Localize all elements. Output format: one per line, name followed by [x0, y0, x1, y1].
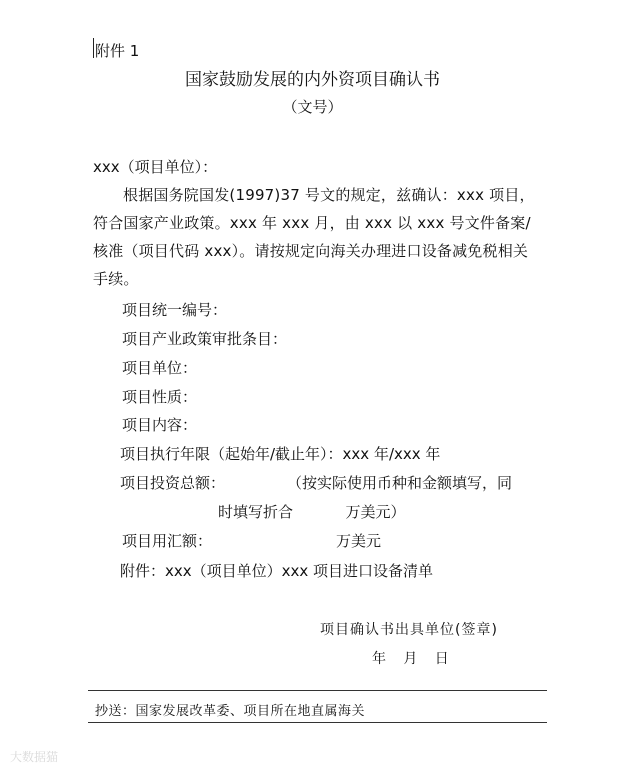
field-attachment-note: 附件：xxx（项目单位）xxx 项目进口设备清单	[120, 562, 434, 580]
addressee: xxx（项目单位）：	[93, 158, 218, 176]
field-content: 项目内容：	[122, 416, 198, 434]
top-divider	[88, 690, 547, 691]
watermark: 大数据猫	[10, 750, 59, 764]
issuer-signature: 项目确认书出具单位(签章)	[320, 622, 498, 638]
field-forex: 项目用汇额： 万美元	[122, 532, 381, 550]
field-unit: 项目单位：	[122, 359, 198, 377]
field-nature: 项目性质：	[122, 388, 198, 406]
text-cursor	[93, 38, 94, 58]
field-period: 项目执行年限（起始年/截止年）：xxx 年/xxx 年	[120, 445, 441, 463]
attachment-label: 附件 1	[95, 42, 140, 60]
field-investment-cont: 时填写折合 万美元）	[218, 503, 406, 521]
field-unified-number: 项目统一编号：	[122, 301, 228, 319]
document-title: 国家鼓励发展的内外资项目确认书	[185, 70, 440, 90]
cc-line: 抄送：国家发展改革委、项目所在地直属海关	[95, 704, 366, 719]
bottom-divider	[88, 722, 547, 723]
body-paragraph: 根据国务院国发(1997)37 号文的规定，兹确认：xxx 项目，符合国家产业政策。xxx 年 xxx 月，由 xxx 以 xxx 号文件备案/核准（项目代码 xxx）。请按规定向海关办理进口设备减免税相关手续。	[93, 186, 535, 288]
document-number: （文号）	[282, 98, 343, 116]
field-policy-article: 项目产业政策审批条目：	[122, 330, 288, 348]
issue-date: 年 月 日	[372, 651, 450, 667]
field-investment: 项目投资总额： （按实际使用币种和金额填写，同	[120, 474, 512, 492]
